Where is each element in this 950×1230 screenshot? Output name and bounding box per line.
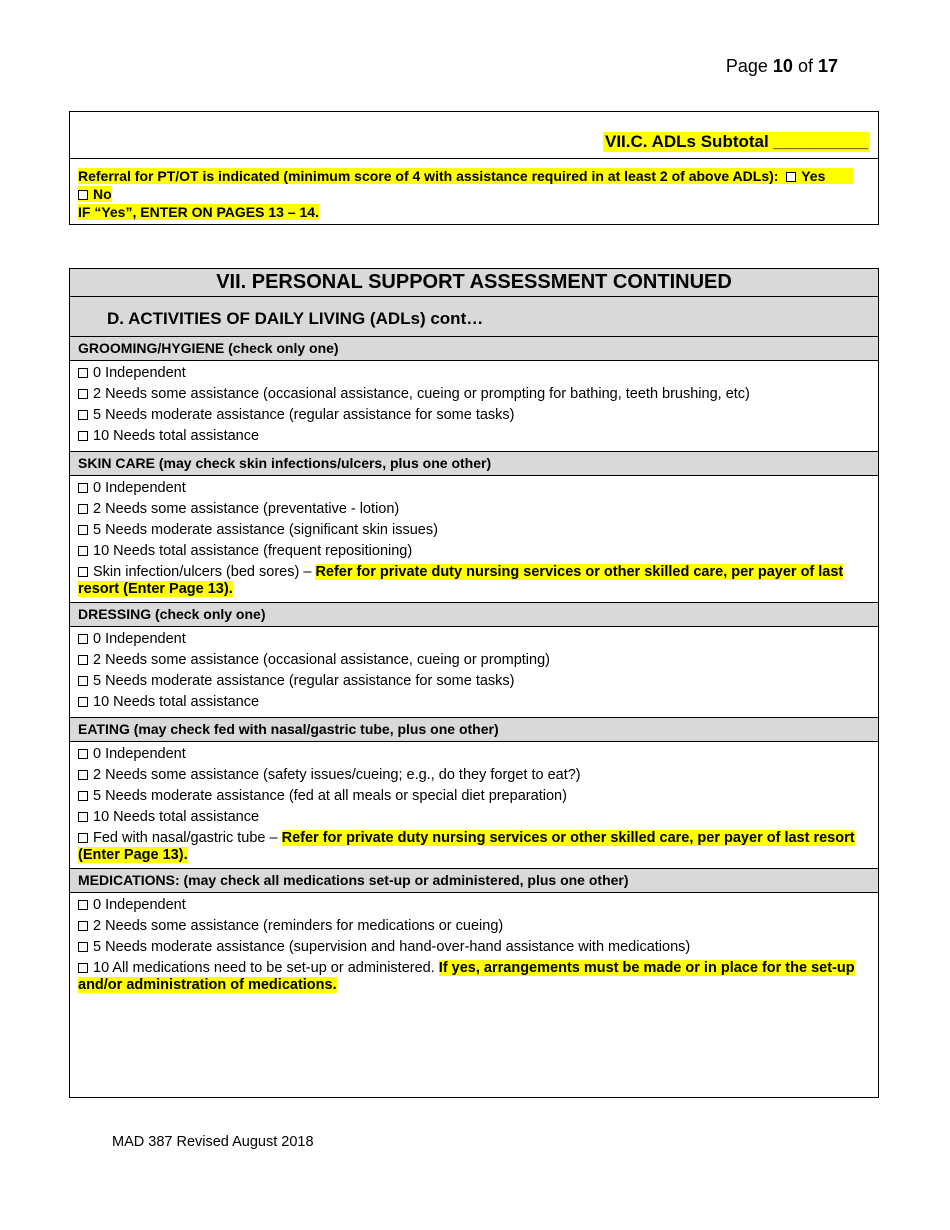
option-item-special: 10 All medications need to be set-up or administered. If yes, arrangements must be made or in place for the set-up and/or administration of medications.	[78, 960, 855, 993]
checkbox[interactable]	[78, 567, 88, 577]
checkbox[interactable]	[78, 963, 88, 973]
assessment-form	[69, 268, 879, 1098]
option-item: 2 Needs some assistance (preventative - lotion)	[78, 499, 870, 520]
checkbox[interactable]	[78, 525, 88, 535]
option-item: 0 Independent	[78, 895, 870, 916]
checkbox[interactable]	[78, 921, 88, 931]
grooming-options	[70, 361, 878, 451]
section-subtitle: D. ACTIVITIES OF DAILY LIVING (ADLs) cont…	[70, 297, 878, 337]
option-item: 0 Independent	[78, 478, 870, 499]
checkbox[interactable]	[78, 483, 88, 493]
eating-header: EATING (may check fed with nasal/gastric tube, plus one other)	[70, 717, 878, 742]
referral-yes-label: Yes	[801, 168, 826, 184]
option-item: 10 Needs total assistance	[78, 692, 870, 713]
checkbox[interactable]	[78, 749, 88, 759]
medications-header: MEDICATIONS: (may check all medications set-up or administered, plus one other)	[70, 868, 878, 893]
option-item-special: Fed with nasal/gastric tube – Refer for private duty nursing services or other skilled care, per payer of last resort (Enter Page 13).	[78, 830, 855, 863]
option-item: 5 Needs moderate assistance (fed at all meals or special diet preparation)	[78, 786, 870, 807]
skin-care-options	[70, 476, 878, 602]
checkbox[interactable]	[78, 900, 88, 910]
checkbox[interactable]	[78, 676, 88, 686]
checkbox[interactable]	[78, 697, 88, 707]
checkbox[interactable]	[78, 368, 88, 378]
option-item: 0 Independent	[78, 363, 870, 384]
checkbox[interactable]	[78, 791, 88, 801]
referral-block	[70, 159, 878, 221]
option-item: 2 Needs some assistance (safety issues/cueing; e.g., do they forget to eat?)	[78, 765, 870, 786]
checkbox[interactable]	[78, 770, 88, 780]
dressing-header: DRESSING (check only one)	[70, 602, 878, 627]
medications-options	[70, 893, 878, 998]
referral-no-label: No	[93, 186, 112, 202]
option-item: 0 Independent	[78, 744, 870, 765]
option-item-special: Skin infection/ulcers (bed sores) – Refer for private duty nursing services or other skilled care, per payer of last resort (Enter Page 13).	[78, 564, 844, 597]
option-item: 5 Needs moderate assistance (significant skin issues)	[78, 520, 870, 541]
checkbox[interactable]	[78, 546, 88, 556]
referral-no-checkbox[interactable]	[78, 190, 88, 200]
option-item: 5 Needs moderate assistance (regular assistance for some tasks)	[78, 405, 870, 426]
dressing-options	[70, 627, 878, 717]
checkbox[interactable]	[78, 812, 88, 822]
checkbox[interactable]	[78, 942, 88, 952]
section-title: VII. PERSONAL SUPPORT ASSESSMENT CONTINUED	[70, 269, 878, 297]
subtotal-blank[interactable]: __________	[773, 132, 868, 151]
option-item: 2 Needs some assistance (occasional assistance, cueing or prompting)	[78, 650, 870, 671]
arrangement-note: If yes, arrangements must be made or in place for the set-up and/or administration of medications.	[78, 960, 855, 993]
option-item: 2 Needs some assistance (occasional assistance, cueing or prompting for bathing, teeth brushing, etc)	[78, 384, 870, 405]
option-item: 10 Needs total assistance (frequent repositioning)	[78, 541, 870, 562]
checkbox[interactable]	[78, 504, 88, 514]
page-number: Page 10 of 17	[725, 56, 838, 76]
referral-instruction: IF “Yes”, ENTER ON PAGES 13 – 14.	[78, 204, 319, 220]
option-item: 0 Independent	[78, 629, 870, 650]
grooming-header: GROOMING/HYGIENE (check only one)	[70, 337, 878, 361]
option-item: 10 Needs total assistance	[78, 807, 870, 828]
referral-yes-checkbox[interactable]	[786, 172, 796, 182]
option-item: 2 Needs some assistance (reminders for medications or cueing)	[78, 916, 870, 937]
footer-form-id: MAD 387 Revised August 2018	[112, 1134, 314, 1150]
subtotal-box	[69, 111, 879, 225]
checkbox[interactable]	[78, 655, 88, 665]
checkbox[interactable]	[78, 410, 88, 420]
option-item: 5 Needs moderate assistance (regular assistance for some tasks)	[78, 671, 870, 692]
skin-care-header: SKIN CARE (may check skin infections/ulcers, plus one other)	[70, 451, 878, 476]
adls-subtotal: VII.C. ADLs Subtotal __________	[605, 132, 868, 151]
referral-note: Refer for private duty nursing services or other skilled care, per payer of last resort (Enter Page 13).	[78, 564, 844, 597]
checkbox[interactable]	[78, 431, 88, 441]
checkbox[interactable]	[78, 833, 88, 843]
option-item: 10 Needs total assistance	[78, 426, 870, 447]
checkbox[interactable]	[78, 389, 88, 399]
eating-options	[70, 742, 878, 868]
referral-note: Refer for private duty nursing services or other skilled care, per payer of last resort (Enter Page 13).	[78, 830, 855, 863]
option-item: 5 Needs moderate assistance (supervision and hand-over-hand assistance with medications)	[78, 937, 870, 958]
checkbox[interactable]	[78, 634, 88, 644]
referral-text: Referral for PT/OT is indicated (minimum score of 4 with assistance required in at least 2 of above ADLs):	[78, 168, 779, 184]
